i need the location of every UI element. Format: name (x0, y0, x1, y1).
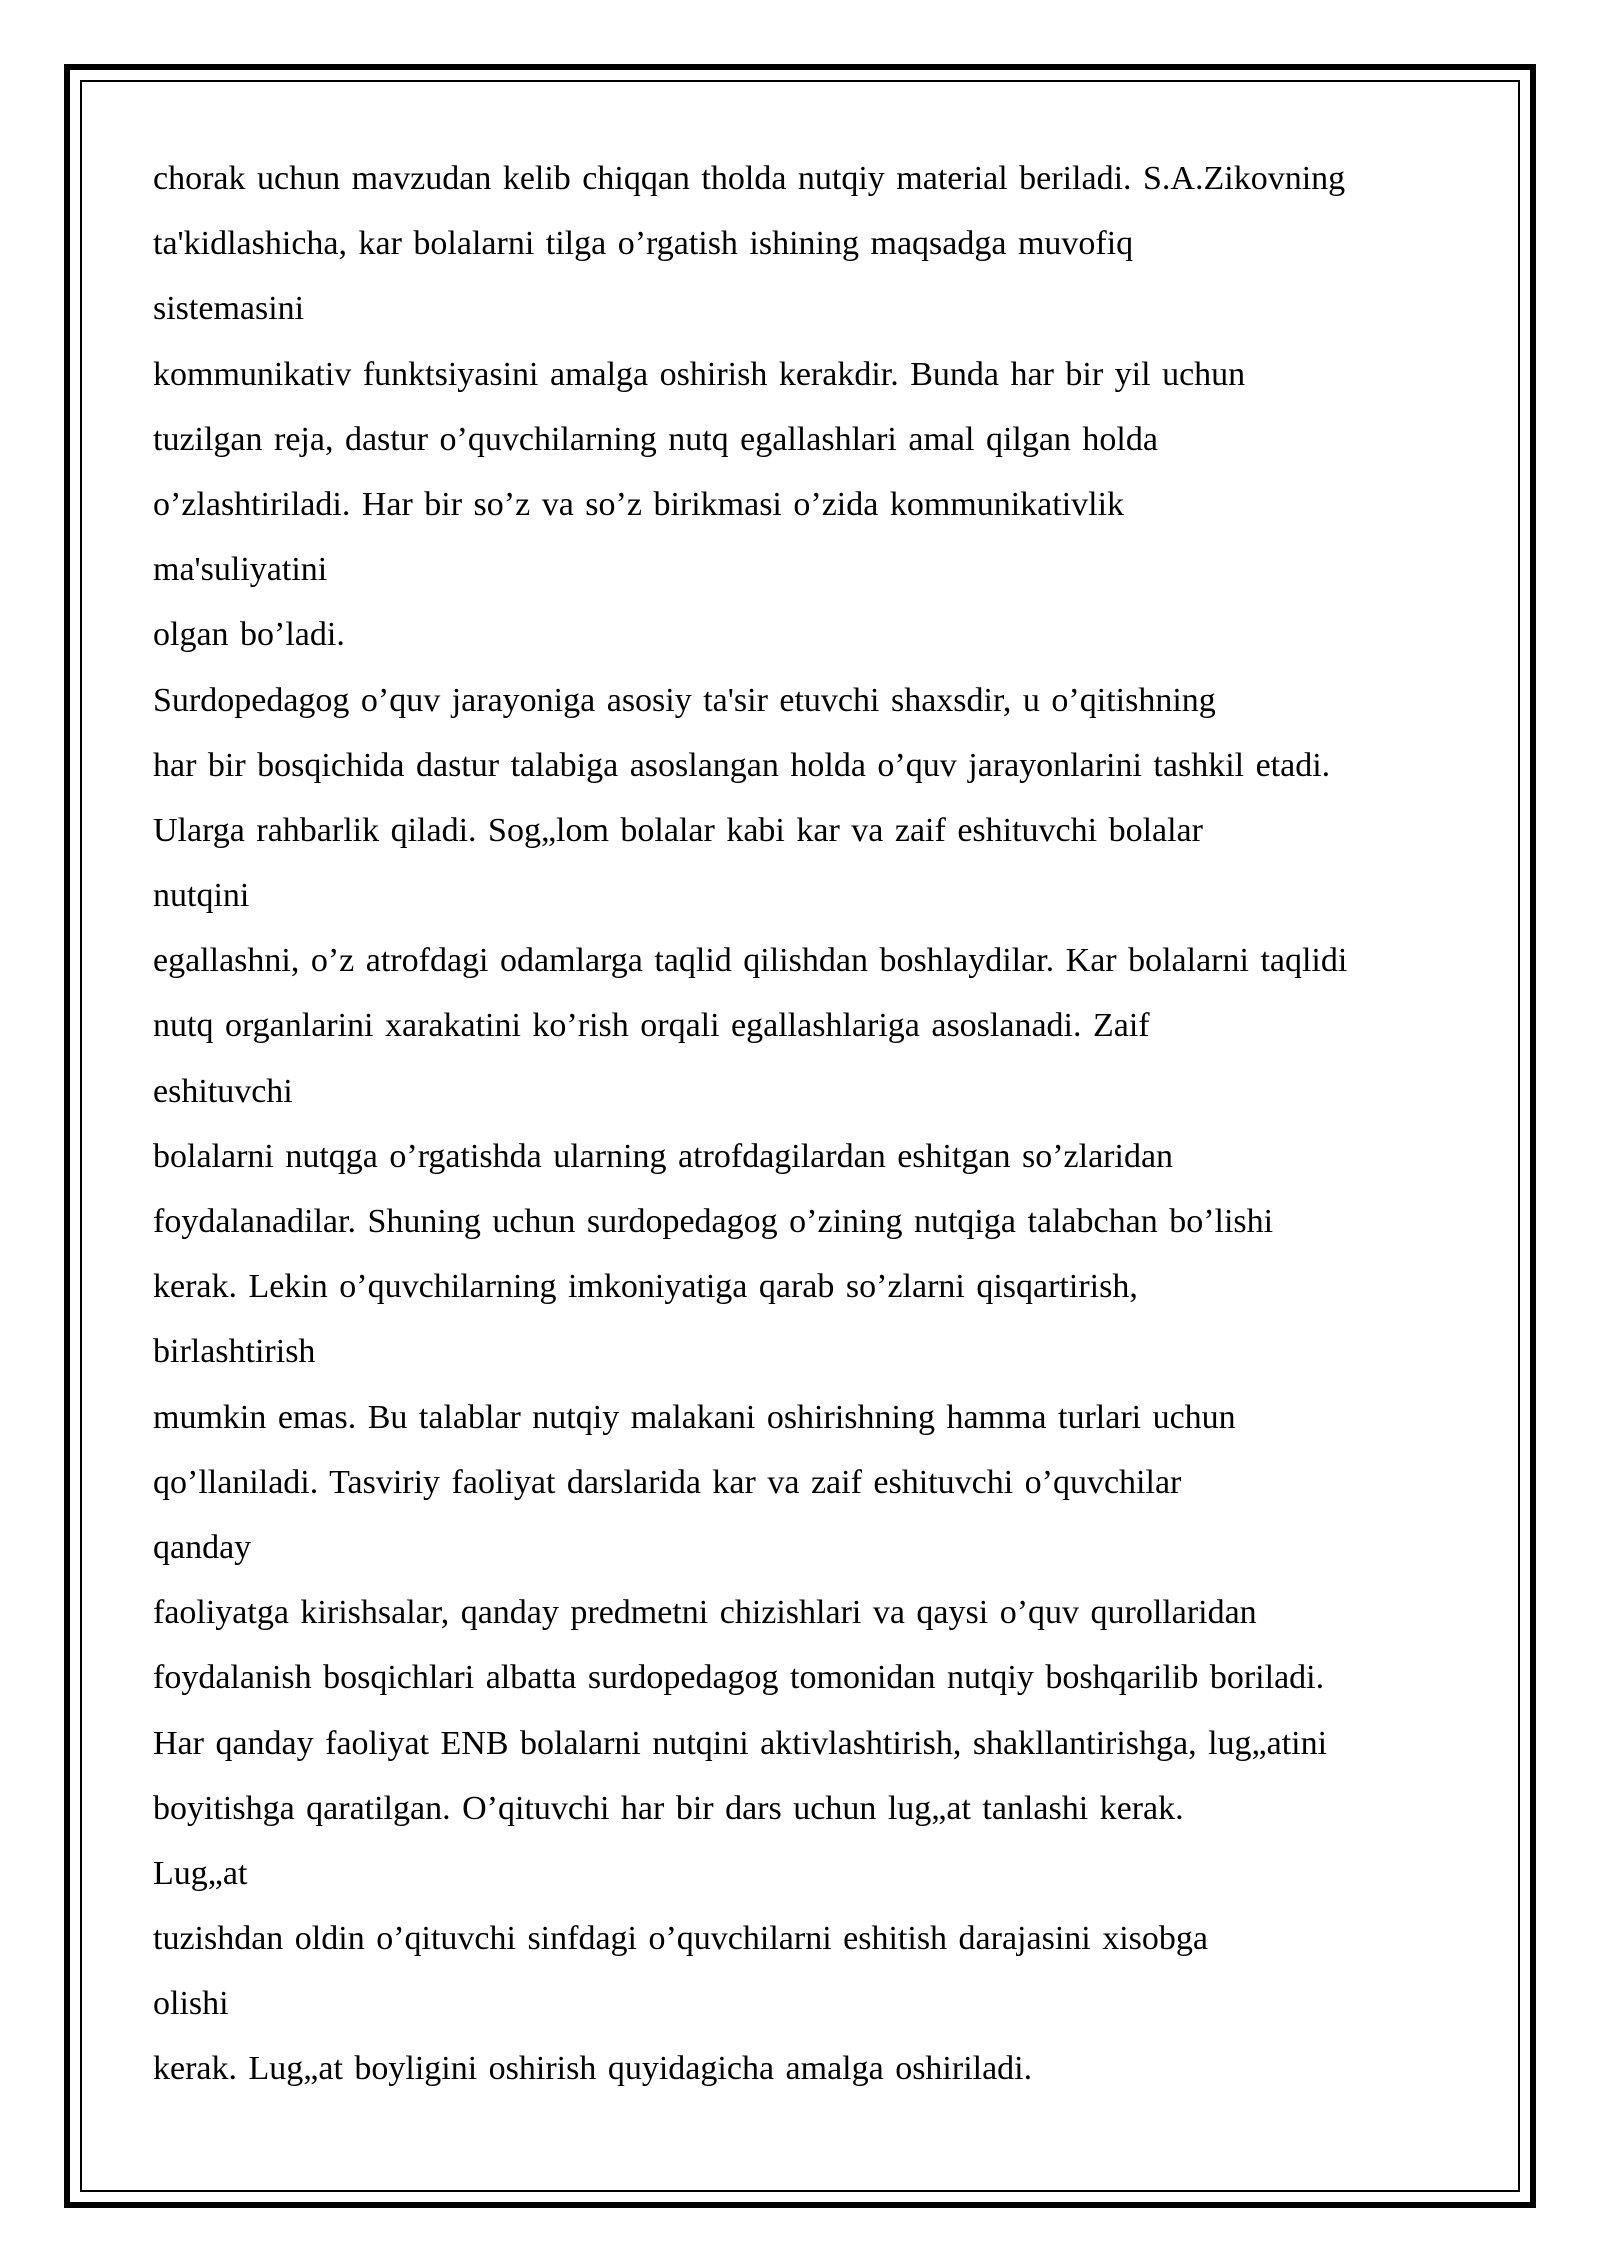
text-line: egallashni, o’z atrofdagi odamlarga taqlid qilishdan boshlaydilar. Kar bolalarni taqlidi (153, 942, 1348, 980)
text-line: nutqini (153, 877, 250, 915)
text-line: faoliyatga kirishsalar, qanday predmetni chizishlari va qaysi o’quv qurollaridan (153, 1594, 1257, 1632)
text-line: kerak. Lug„at boyligini oshirish quyidagicha amalga oshiriladi. (153, 2050, 1033, 2088)
text-line: tuzilgan reja, dastur o’quvchilarning nutq egallashlari amal qilgan holda (153, 420, 1158, 458)
text-line: Ularga rahbarlik qiladi. Sog„lom bolalar kabi kar va zaif eshituvchi bolalar (153, 811, 1203, 849)
text-line: qo’llaniladi. Tasviriy faoliyat darslarida kar va zaif eshituvchi o’quvchilar (153, 1463, 1182, 1501)
text-line: eshituvchi (153, 1072, 293, 1110)
text-line: foydalanish bosqichlari albatta surdopedagog tomonidan nutqiy boshqarilib boriladi. (153, 1659, 1325, 1697)
text-line: chorak uchun mavzudan kelib chiqqan tholda nutqiy material beriladi. S.A.Zikovning (153, 160, 1346, 197)
text-line: mumkin emas. Bu talablar nutqiy malakani oshirishning hamma turlari uchun (153, 1398, 1236, 1436)
text-line: Har qanday faoliyat ENB bolalarni nutqini aktivlashtirish, shakllantirishga, lug„atini (153, 1724, 1328, 1762)
text-line: tuzishdan oldin o’qituvchi sinfdagi o’quvchilarni eshitish darajasini xisobga (153, 1920, 1208, 1958)
text-line: Surdopedagog o’quv jarayoniga asosiy ta'sir etuvchi shaxsdir, u o’qitishning (153, 681, 1216, 719)
text-line: sistemasini (153, 290, 305, 328)
text-line: Lug„at (153, 1854, 248, 1892)
text-line: ta'kidlashicha, kar bolalarni tilga o’rgatish ishining maqsadga muvofiq (153, 225, 1134, 263)
text-line: boyitishga qaratilgan. O’qituvchi har bir dars uchun lug„at tanlashi kerak. (153, 1789, 1184, 1827)
text-line: qanday (153, 1528, 252, 1566)
text-line: ma'suliyatini (153, 551, 328, 589)
text-line: nutq organlarini xarakatini ko’rish orqali egallashlariga asoslanadi. Zaif (153, 1007, 1150, 1045)
text-line: bolalarni nutqga o’rgatishda ularning atrofdagilardan eshitgan so’zlaridan (153, 1137, 1174, 1175)
text-line: har bir bosqichida dastur talabiga asoslangan holda o’quv jarayonlarini tashkil etadi. (153, 746, 1331, 784)
text-line: olishi (153, 1985, 229, 2023)
text-line: o’zlashtiriladi. Har bir so’z va so’z birikmasi o’zida kommunikativlik (153, 485, 1125, 523)
text-line: kommunikativ funktsiyasini amalga oshirish kerakdir. Bunda har bir yil uchun (153, 355, 1246, 393)
text-line: foydalanadilar. Shuning uchun surdopedagog o’zining nutqiga talabchan bo’lishi (153, 1203, 1274, 1240)
text-line: birlashtirish (153, 1333, 316, 1371)
text-line: kerak. Lekin o’quvchilarning imkoniyatiga qarab so’zlarni qisqartirish, (153, 1268, 1138, 1306)
document-body (153, 146, 1463, 2102)
text-line: olgan bo’ladi. (153, 616, 345, 654)
